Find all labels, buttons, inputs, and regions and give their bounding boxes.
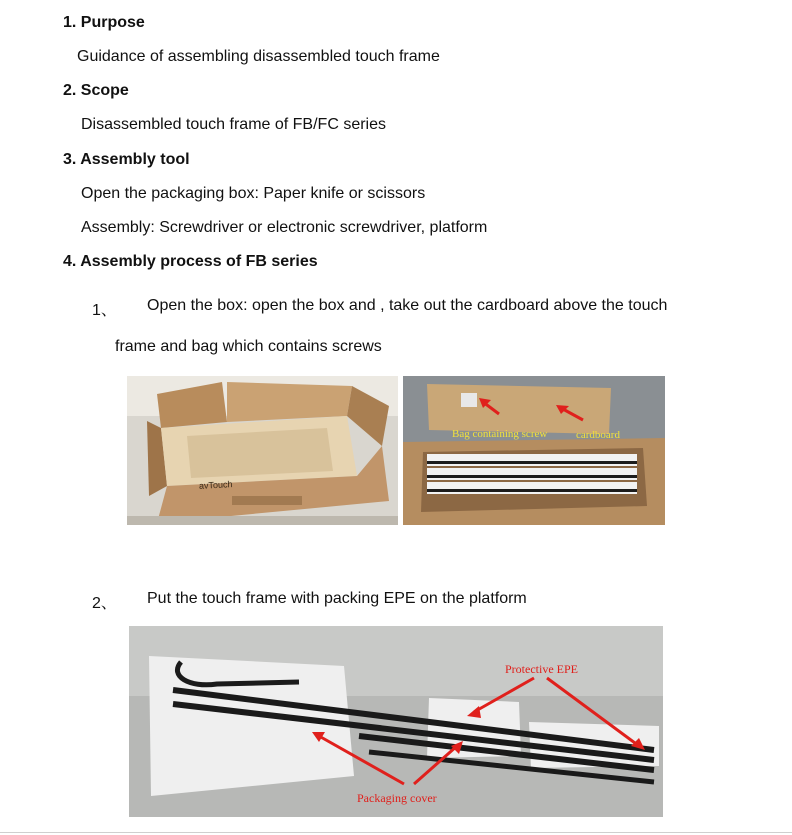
section-3-line-1: Open the packaging box: Paper knife or scissors	[81, 185, 426, 202]
cardboard-and-bag-photo	[403, 376, 665, 525]
step-1-line-2: frame and bag which contains screws	[115, 338, 382, 355]
section-2-body: Disassembled touch frame of FB/FC series	[81, 116, 386, 133]
packaging-cover-label: Packaging cover	[357, 791, 437, 805]
cardboard-label: cardboard	[576, 429, 620, 441]
touch-frame-on-platform-photo	[129, 626, 663, 817]
box-brand-label: avTouch	[198, 479, 233, 491]
section-3-line-2: Assembly: Screwdriver or electronic screwdriver, platform	[81, 219, 488, 236]
open-box-photo	[127, 376, 398, 525]
protective-epe-label: Protective EPE	[505, 662, 578, 676]
step-1-line-1: Open the box: open the box and , take out the cardboard above the touch	[147, 297, 668, 314]
step-2-text: Put the touch frame with packing EPE on the platform	[147, 590, 527, 607]
step-2-number: 2、	[92, 595, 117, 612]
section-4-heading: 4. Assembly process of FB series	[63, 253, 318, 270]
page-bottom-divider	[0, 832, 792, 833]
section-1-body: Guidance of assembling disassembled touch frame	[77, 48, 440, 65]
section-1-heading: 1. Purpose	[63, 14, 145, 31]
step-1-number: 1、	[92, 302, 117, 319]
section-3-heading: 3. Assembly tool	[63, 151, 190, 168]
section-2-heading: 2. Scope	[63, 82, 129, 99]
bag-label: Bag containing screw	[452, 428, 548, 440]
